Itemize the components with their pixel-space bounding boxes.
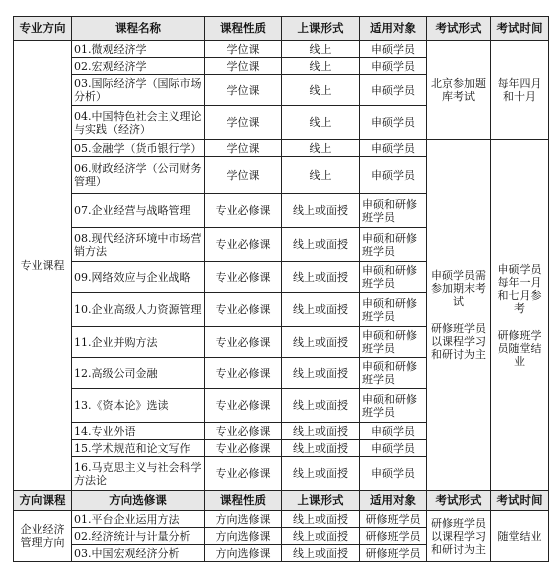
header2-mode: 上课形式 (282, 491, 360, 511)
course-nature: 方向选修课 (205, 511, 282, 528)
course-audience: 申硕学员 (360, 75, 427, 106)
course-nature: 学位课 (205, 58, 282, 75)
course-audience: 申硕学员 (360, 41, 427, 58)
course-mode: 线上或面授 (282, 457, 360, 491)
course-nature: 专业必修课 (205, 228, 282, 262)
course-audience: 申硕和研修班学员 (360, 327, 427, 358)
exam-form-final (427, 140, 491, 491)
course-nature: 学位课 (205, 41, 282, 58)
course-nature: 专业必修课 (205, 262, 282, 293)
header-exam-form: 考试形式 (427, 17, 491, 41)
course-name: 08.现代经济环境中市场营销方法 (72, 228, 205, 262)
header2-exam-time: 考试时间 (491, 491, 549, 511)
course-nature: 学位课 (205, 75, 282, 106)
course-mode: 线上或面授 (282, 293, 360, 327)
course-audience: 申硕学员 (360, 440, 427, 457)
exam-form-bank: 北京参加题库考试 (427, 41, 491, 140)
course-nature: 专业必修课 (205, 358, 282, 389)
group-enterprise-management: 企业经济管理方向 (14, 511, 72, 562)
table-row (14, 140, 549, 157)
course-audience: 研修班学员 (360, 545, 427, 562)
course-mode: 线上或面授 (282, 511, 360, 528)
course-audience: 申硕学员 (360, 157, 427, 194)
course-nature: 专业必修课 (205, 457, 282, 491)
course-audience: 申硕和研修班学员 (360, 389, 427, 423)
course-audience: 研修班学员 (360, 528, 427, 545)
course-audience: 申硕学员 (360, 457, 427, 491)
course-name: 12.高级公司金融 (72, 358, 205, 389)
header-course-name: 课程名称 (72, 17, 205, 41)
exam-time-final (491, 140, 549, 491)
course-name: 05.金融学（货币银行学） (72, 140, 205, 157)
exam-form-elective: 研修班学员以课程学习和研讨为主 (427, 511, 491, 562)
course-audience: 申硕和研修班学员 (360, 194, 427, 228)
course-audience: 申硕和研修班学员 (360, 293, 427, 327)
course-name: 13.《资本论》选读 (72, 389, 205, 423)
course-nature: 学位课 (205, 106, 282, 140)
header-row-2 (14, 491, 549, 511)
course-name: 10.企业高级人力资源管理 (72, 293, 205, 327)
course-mode: 线上 (282, 41, 360, 58)
course-name: 16.马克思主义与社会科学方法论 (72, 457, 205, 491)
table-row (14, 511, 549, 528)
course-mode: 线上 (282, 157, 360, 194)
course-mode: 线上 (282, 58, 360, 75)
table-row (14, 41, 549, 58)
course-nature: 专业必修课 (205, 423, 282, 440)
course-mode: 线上或面授 (282, 440, 360, 457)
course-mode: 线上 (282, 75, 360, 106)
course-name: 02.经济统计与计量分析 (72, 528, 205, 545)
course-name: 07.企业经营与战略管理 (72, 194, 205, 228)
course-mode: 线上或面授 (282, 358, 360, 389)
exam-form-workshop-students: 研修班学员以课程学习和研讨为主 (431, 322, 486, 361)
course-name: 03.国际经济学（国际市场分析） (72, 75, 205, 106)
course-mode: 线上 (282, 106, 360, 140)
course-mode: 线上或面授 (282, 528, 360, 545)
course-audience: 申硕和研修班学员 (360, 228, 427, 262)
course-mode: 线上或面授 (282, 327, 360, 358)
exam-time-workshop-students: 研修班学员随堂结业 (497, 328, 542, 368)
course-mode: 线上或面授 (282, 545, 360, 562)
course-name: 14.专业外语 (72, 423, 205, 440)
course-nature: 学位课 (205, 140, 282, 157)
course-mode: 线上或面授 (282, 262, 360, 293)
course-name: 01.平台企业运用方法 (72, 511, 205, 528)
header-exam-time: 考试时间 (491, 17, 549, 41)
header2-direction: 方向课程 (14, 491, 72, 511)
course-nature: 专业必修课 (205, 327, 282, 358)
course-name: 03.中国宏观经济分析 (72, 545, 205, 562)
course-mode: 线上或面授 (282, 194, 360, 228)
course-audience: 申硕和研修班学员 (360, 262, 427, 293)
course-nature: 专业必修课 (205, 389, 282, 423)
course-audience: 申硕学员 (360, 140, 427, 157)
exam-time-bank: 每年四月和十月 (491, 41, 549, 140)
exam-time-degree-students: 申硕学员每年一月和七月参考 (497, 262, 542, 315)
course-audience: 申硕学员 (360, 423, 427, 440)
header2-nature: 课程性质 (205, 491, 282, 511)
exam-time-elective: 随堂结业 (491, 511, 549, 562)
course-table (13, 16, 549, 562)
course-name: 15.学术规范和论文写作 (72, 440, 205, 457)
header2-audience: 适用对象 (360, 491, 427, 511)
header-direction: 专业方向 (14, 17, 72, 41)
header2-course-name: 方向选修课 (72, 491, 205, 511)
course-nature: 专业必修课 (205, 293, 282, 327)
course-name: 09.网络效应与企业战略 (72, 262, 205, 293)
course-nature: 方向选修课 (205, 545, 282, 562)
course-name: 06.财政经济学（公司财务管理） (72, 157, 205, 194)
header-nature: 课程性质 (205, 17, 282, 41)
course-nature: 专业必修课 (205, 194, 282, 228)
course-name: 11.企业并购方法 (72, 327, 205, 358)
course-name: 01.微观经济学 (72, 41, 205, 58)
header-mode: 上课形式 (282, 17, 360, 41)
group-professional-courses: 专业课程 (14, 41, 72, 491)
course-audience: 申硕和研修班学员 (360, 358, 427, 389)
course-audience: 申硕学员 (360, 58, 427, 75)
header2-exam-form: 考试形式 (427, 491, 491, 511)
course-name: 04.中国特色社会主义理论与实践（经济） (72, 106, 205, 140)
course-audience: 研修班学员 (360, 511, 427, 528)
course-mode: 线上或面授 (282, 389, 360, 423)
course-mode: 线上 (282, 140, 360, 157)
header-audience: 适用对象 (360, 17, 427, 41)
header-row (14, 17, 549, 41)
course-name: 02.宏观经济学 (72, 58, 205, 75)
course-audience: 申硕学员 (360, 106, 427, 140)
course-nature: 专业必修课 (205, 440, 282, 457)
course-nature: 方向选修课 (205, 528, 282, 545)
course-nature: 学位课 (205, 157, 282, 194)
course-mode: 线上或面授 (282, 228, 360, 262)
course-mode: 线上或面授 (282, 423, 360, 440)
exam-form-degree-students: 申硕学员需参加期末考试 (431, 269, 486, 308)
